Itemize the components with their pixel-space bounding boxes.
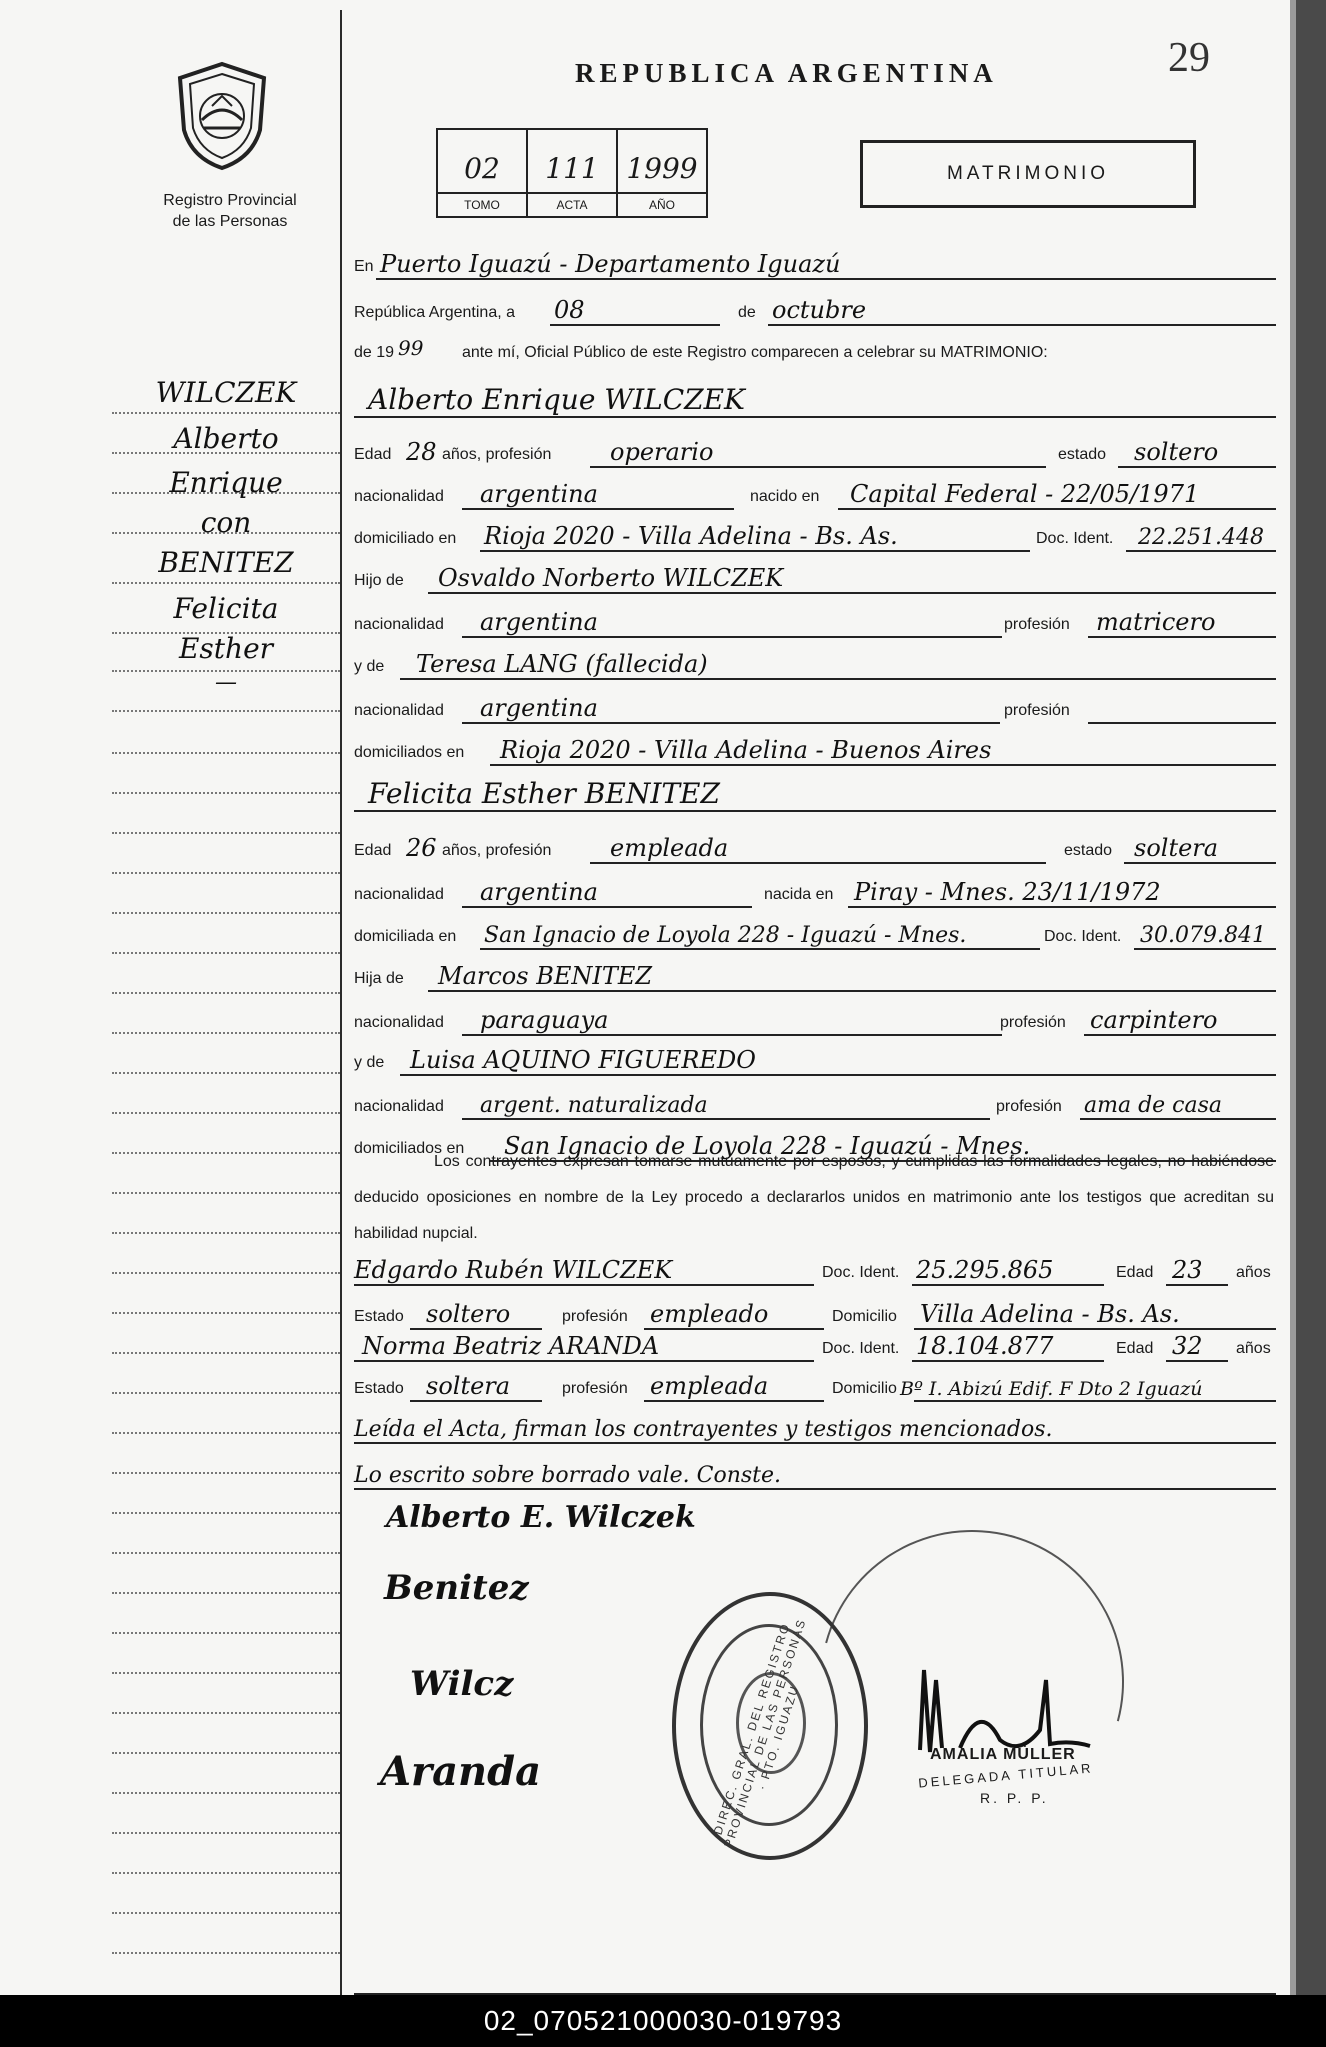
margin-line [112,1312,340,1314]
y-de-label: y de [354,1054,385,1071]
closing-row-1 [354,1400,1276,1444]
groom-age-row [354,428,1276,468]
bride-age: 26 [406,834,437,862]
bride-mother-line [400,1074,1276,1076]
estado-label: Estado [354,1308,404,1325]
doc-ident-label: Doc. Ident. [822,1264,900,1281]
bride-name-line [354,810,1276,812]
bride-parents-address: San Ignacio de Loyola 228 - Iguazú - Mnes. [504,1132,1031,1160]
father-prof-line [1088,636,1276,638]
signature-witness1: Wilcz [410,1664,514,1704]
margin-name: Felicita [173,592,279,625]
groom-mother-row [354,640,1276,680]
nacionalidad-label: nacionalidad [354,488,444,505]
margin-line [112,952,340,954]
anos-profesion-label: años, profesión [442,446,552,463]
bride-nat-line [462,906,752,908]
acta-label: ACTA [528,192,616,216]
groom-doc: 22.251.448 [1138,525,1264,550]
groom-address-line [480,550,1030,552]
bride-mother-row [354,1036,1276,1076]
margin-line [112,1632,340,1634]
column-divider [340,10,342,1995]
margin-line [112,1952,340,1954]
father-nat-line [462,636,1002,638]
nacionalidad-label: nacionalidad [354,702,444,719]
groom-father-nationality: argentina [480,608,598,636]
witness2-status: soltera [426,1372,511,1400]
margin-line [112,1672,340,1674]
closing-text-2: Lo escrito sobre borrado vale. Conste. [354,1463,782,1488]
de-label: de [738,304,756,321]
groom-status: soltero [1134,438,1219,466]
nacida-label: nacida en [764,886,834,903]
witness2-doc: 18.104.877 [916,1332,1054,1360]
margin-name: BENITEZ [158,546,294,579]
bride-father: Marcos BENITEZ [438,962,653,990]
official-name: AMALIA MÜLLER [930,1746,1076,1763]
groom-name-line [354,416,1276,418]
profesion-label: profesión [1004,616,1070,633]
bride-father-row [354,952,1276,992]
bride-doc: 30.079.841 [1140,923,1266,948]
witness2-name-row [354,1322,1276,1362]
domiciliado-label: domiciliado en [354,530,457,547]
bride-address-line [480,948,1040,950]
registry-line-2: de las Personas [172,213,288,230]
tomo-cell [438,130,528,216]
estado-label: estado [1058,446,1107,463]
margin-line [112,1432,340,1434]
year-row [354,326,1276,366]
nacionalidad-label: nacionalidad [354,616,444,633]
year-suffix: 99 [398,336,424,360]
profesion-label: profesión [1000,1014,1066,1031]
ano-value: 1999 [626,152,698,185]
signature-witness2: Aranda [380,1748,541,1795]
groom-address-row [354,512,1276,552]
margin-line [112,1352,340,1354]
witness1-name: Edgardo Rubén WILCZEK [354,1256,673,1284]
witness2-name: Norma Beatriz ARANDA [362,1332,660,1360]
bride-mother-prof-line [1080,1118,1276,1120]
bride-father-nat-row [354,996,1276,1036]
groom-father: Osvaldo Norberto WILCZEK [438,564,784,592]
bride-profession: empleada [610,834,729,862]
document-header: REPUBLICA ARGENTINA [575,58,998,88]
groom-address: Rioja 2020 - Villa Adelina - Bs. As. [484,522,898,550]
witness1-age: 23 [1172,1256,1203,1284]
groom-mother-line [400,678,1276,680]
doc-ident-label: Doc. Ident. [1036,530,1114,547]
mother-nat-line [462,722,1000,724]
margin-line [112,1232,340,1234]
nacionalidad-label: nacionalidad [354,886,444,903]
signature-groom: Alberto E. Wilczek [386,1500,696,1535]
hijo-de-label: Hijo de [354,572,404,589]
mother-prof-line [1088,722,1276,724]
margin-line [112,1552,340,1554]
page-number: 29 [1168,35,1210,81]
record-id-table [436,128,708,218]
closing-line-1 [354,1442,1276,1444]
anos-label: años [1236,1264,1271,1281]
edad-label: Edad [1116,1264,1154,1281]
bride-mother-nationality: argent. naturalizada [480,1093,708,1118]
bride-prof-line [590,862,1046,864]
margin-line [112,1112,340,1114]
registry-line-1: Registro Provincial [163,192,297,209]
margin-line [112,1752,340,1754]
bride-mother-nat-row [354,1080,1276,1120]
signature-bride: Benitez [384,1568,529,1608]
bride-birth: Piray - Mnes. 23/11/1972 [854,878,1161,906]
margin-line [112,1072,340,1074]
margin-line [112,832,340,834]
profesion-label: profesión [1004,702,1070,719]
bride-status: soltera [1134,834,1219,862]
witness1-doc: 25.295.865 [916,1256,1054,1284]
groom-birth: Capital Federal - 22/05/1971 [850,480,1200,508]
margin-line [112,1392,340,1394]
profesion-label: profesión [562,1380,628,1397]
bride-status-line [1124,862,1276,864]
groom-father-profession: matricero [1096,608,1216,636]
edad-label: Edad [354,446,392,463]
year-prefix: de 19 [354,344,395,361]
margin-line [112,1832,340,1834]
domiciliada-label: domiciliada en [354,928,457,945]
official-title: DELEGADA TITULAR [917,1760,1094,1791]
margin-line [112,1872,340,1874]
closing-line-2 [354,1488,1276,1490]
closing-text-1: Leída el Acta, firman los contrayentes y testigos mencionados. [354,1417,1053,1442]
margin-line [112,1152,340,1154]
domicilio-label: Domicilio [832,1308,897,1325]
margin-line [112,992,340,994]
margin-line [112,792,340,794]
place-row [354,240,1276,280]
witness2-age: 32 [1172,1332,1203,1360]
closing-row-2 [354,1446,1276,1490]
witness2-profession: empleada [650,1372,769,1400]
groom-mother-nationality: argentina [480,694,598,722]
margin-line [112,582,340,584]
margin-name: Enrique [169,466,283,499]
margin-name: con [200,506,252,539]
groom-age: 28 [406,438,437,466]
groom-father-row [354,554,1276,594]
witness1-domicile: Villa Adelina - Bs. As. [920,1300,1180,1328]
bride-nationality: argentina [480,878,598,906]
witness2-domicile: Bº I. Abizú Edif. F Dto 2 Iguazú [900,1378,1203,1400]
bride-father-line [428,990,1276,992]
acta-value: 111 [545,152,599,185]
domiciliados-label: domiciliados en [354,744,465,761]
groom-father-nat-row [354,598,1276,638]
page-edge [1296,0,1326,1995]
witness1-name-line [354,1284,814,1286]
ano-label: AÑO [618,192,706,216]
official-signature-mark [900,1660,1120,1760]
margin-line [112,1712,340,1714]
footer-code: 02_070521000030-019793 [0,1995,1326,2047]
place-value: Puerto Iguazú - Departamento Iguazú [380,250,841,278]
margin-line [112,1032,340,1034]
witness1-doc-line [912,1284,1104,1286]
anos-profesion-label: años, profesión [442,842,552,859]
groom-name: Alberto Enrique WILCZEK [368,383,745,416]
witness1-age-line [1166,1284,1228,1286]
groom-status-line [1118,466,1276,468]
witness2-details-row [354,1362,1276,1402]
witness1-name-row [354,1246,1276,1286]
margin-name: WILCZEK [155,376,297,409]
margin-line [112,1792,340,1794]
margin-name: Alberto [173,422,279,455]
margin-line [112,1272,340,1274]
place-line [376,278,1276,280]
margin-line [112,872,340,874]
bride-mother-nat-line [462,1118,990,1120]
anos-label: años [1236,1340,1271,1357]
margin-line [112,1472,340,1474]
groom-name-row [354,372,1276,418]
domiciliados-label: domiciliados en [354,1140,465,1157]
estado-label: Estado [354,1380,404,1397]
bride-mother: Luisa AQUINO FIGUEREDO [410,1046,756,1074]
ruled-line [354,1948,1276,1995]
bride-name-row [354,766,1276,812]
bride-name: Felicita Esther BENITEZ [368,777,720,810]
margin-line [112,1592,340,1594]
nacido-label: nacido en [750,488,820,505]
date-row [354,286,1276,326]
groom-nationality: argentina [480,480,598,508]
groom-doc-line [1126,550,1276,552]
domicilio-label: Domicilio [832,1380,897,1397]
bride-address: San Ignacio de Loyola 228 - Iguazú - Mnes. [484,923,967,948]
margin-dash: — [215,670,237,695]
tomo-value: 02 [464,152,500,185]
groom-prof-line [590,466,1046,468]
hija-de-label: Hija de [354,970,404,987]
bride-nationality-row [354,868,1276,908]
groom-profession: operario [610,438,714,466]
profesion-label: profesión [562,1308,628,1325]
groom-parents-address-row [354,726,1276,766]
month-value: octubre [772,296,867,324]
nacionalidad-label: nacionalidad [354,1098,444,1115]
profesion-label: profesión [996,1098,1062,1115]
y-de-label: y de [354,658,385,675]
groom-mother: Teresa LANG (fallecida) [416,650,708,678]
margin-line [112,1512,340,1514]
bride-address-row [354,910,1276,950]
doc-ident-label: Doc. Ident. [1044,928,1122,945]
intro-text: ante mí, Oficial Público de este Registro comparecen a celebrar su MATRIMONIO: [462,344,1048,361]
groom-mother-nat-row [354,684,1276,724]
bride-doc-line [1134,948,1276,950]
witness1-status: soltero [426,1300,511,1328]
nacionalidad-label: nacionalidad [354,1014,444,1031]
margin-column [112,0,340,1995]
tomo-label: TOMO [438,192,526,216]
estado-label: estado [1064,842,1113,859]
republic-label: República Argentina, a [354,304,515,321]
declaration-paragraph: Los contrayentes expresan tomarse mutuamente por esposos, y cumplidas las formalidades legales, no habiéndose deducido oposiciones en nombre de la Ley procedo a declararlos unidos en matrimonio ante los testigos que acreditan su habilidad nupcial. [354,1153,1274,1242]
margin-line [112,752,340,754]
en-label: En [354,258,374,275]
ano-cell [618,130,706,216]
margin-line [112,1912,340,1914]
bride-father-profession: carpintero [1090,1006,1218,1034]
margin-line [112,1192,340,1194]
doc-ident-label: Doc. Ident. [822,1340,900,1357]
margin-line [112,710,340,712]
margin-name: Esther [178,632,274,665]
margin-line [112,412,340,414]
edad-label: Edad [354,842,392,859]
groom-nat-line [462,508,734,510]
groom-father-line [428,592,1276,594]
bride-age-row [354,824,1276,864]
day-value: 08 [554,296,585,324]
edad-label: Edad [1116,1340,1154,1357]
stamp-text: DIREC. GRAL. DEL REGISTRO PROVINCIAL DE LAS PERSONAS · PTO. IGUAZU [710,1616,809,1850]
official-office: R. P. P. [980,1790,1049,1806]
groom-nationality-row [354,470,1276,510]
bride-birth-line [848,906,1276,908]
margin-line [112,912,340,914]
bride-father-nationality: paraguaya [480,1006,609,1034]
bride-mother-profession: ama de casa [1084,1093,1223,1118]
groom-parents-address: Rioja 2020 - Villa Adelina - Buenos Aires [500,736,992,764]
groom-birth-line [838,508,1276,510]
acta-cell [528,130,618,216]
record-type-box: MATRIMONIO [860,140,1196,208]
witness1-profession: empleado [650,1300,769,1328]
